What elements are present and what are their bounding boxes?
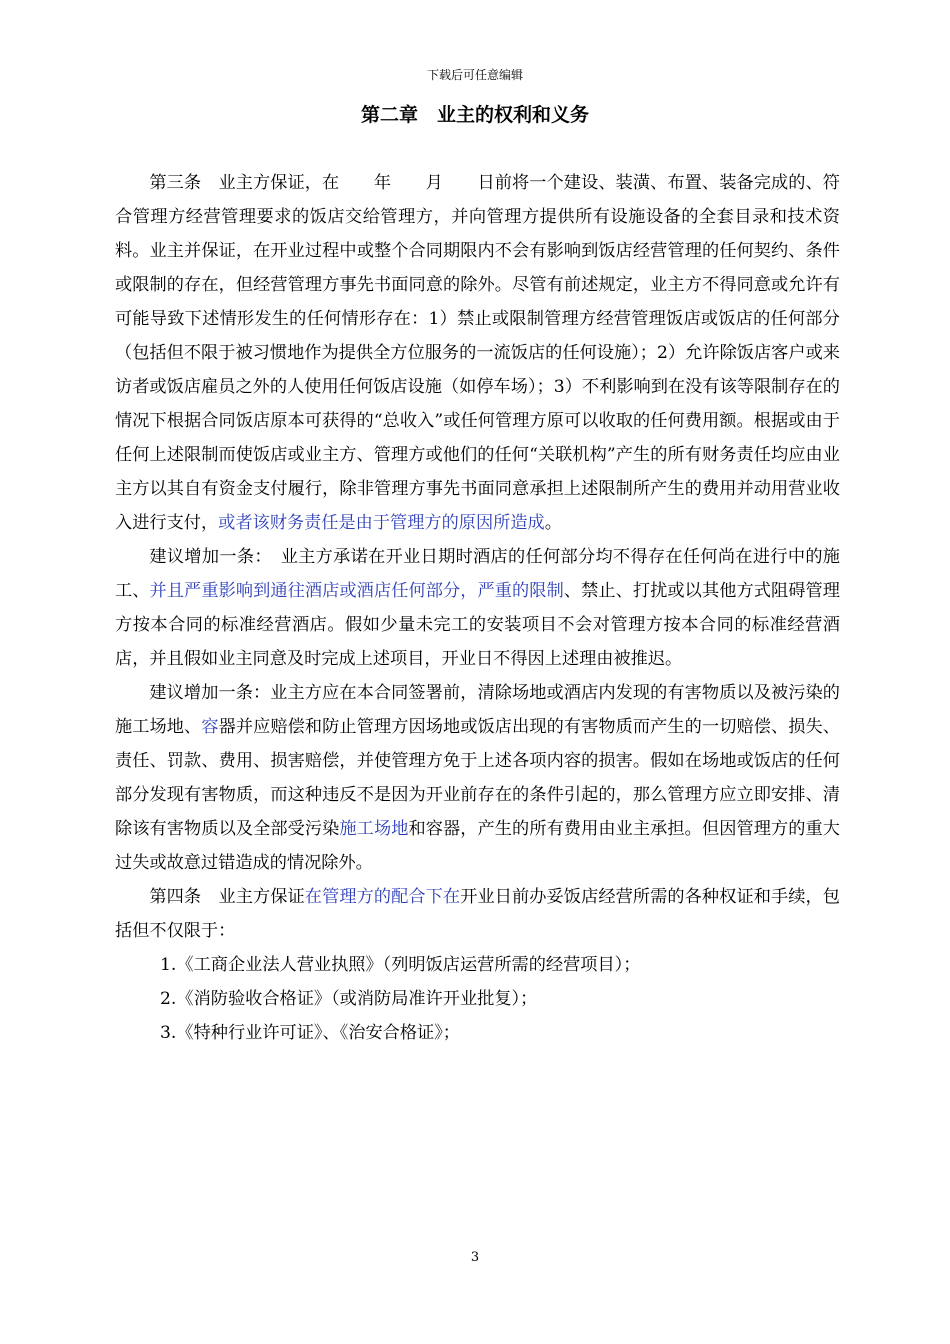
article-3-highlight: 或者该财务责任是由于管理方的原因所造成: [218, 513, 545, 533]
article-4-text: 第四条 业主方保证: [149, 887, 305, 907]
article-4-paragraph: [115, 880, 840, 948]
chapter-title: 第二章 业主的权利和义务: [360, 104, 589, 126]
suggestion-1-text: 建议增加一条： 业主方承诺在开业日期时酒店的任何部分均不得存在任何尚在进行中的施工、: [115, 547, 840, 601]
page-header: 下载后可任意编辑: [426, 68, 523, 82]
article-4-rest: 开业日前办妥饭店经营所需的各种权证和手续，包括但不仅限于：: [115, 887, 840, 941]
article-3-end: 。: [544, 513, 562, 533]
suggestion-2-paragraph: [115, 676, 840, 880]
article-3-text: 第三条 业主方保证，在 年 月 日前将一个建设、装潢、布置、装备完成的、符合管理方经营管理要求的饭店交给管理方，并向管理方提供所有设施设备的全套目录和技术资料。业主并保证，在开业过程中或整个合同期限内不会有影响到饭店经营管理的任何契约、条件或限制的存在，但经营管理方事先书面同意的除外。尽管有前述规定，业主方不得同意或允许有可能导致下述情形发生的任何情形存在：1）禁止或限制管理方经营管理饭店或饭店的任何部分（包括但不限于被习惯地作为提供全方位服务的一流饭店的任何设施）；2）允许除饭店客户或来访者或饭店雇员之外的人使用任何饭店设施（如停车场）；3）不利影响到在没有该等限制存在的情况下根据合同饭店原本可获得的“总收入”或任何管理方原可以收取的任何费用额。根据或由于任何上述限制而使饭店或业主方、管理方或他们的任何“关联机构”产生的所有财务责任均应由业主方以其自有资金支付履行，除非管理方事先书面同意承担上述限制所产生的费用并动用营业收入进行支付，: [115, 173, 840, 533]
page-number: 3: [470, 1250, 480, 1265]
list-item: 3.《特种行业许可证》、《治安合格证》；: [160, 1023, 460, 1043]
suggestion-1-rest: 、禁止、打扰或以其他方式阻碍管理方按本合同的标准经营酒店。假如少量未完工的安装项目不会对管理方按本合同的标准经营酒店，并且假如业主同意及时完成上述项目，开业日不得因上述理由被推迟。: [115, 581, 840, 669]
suggestion-2-text: 建议增加一条：业主方应在本合同签署前，清除场地或酒店内发现的有害物质以及被污染的施工场地、: [115, 683, 840, 737]
suggestion-2-highlight-1: 容: [201, 717, 219, 737]
suggestion-2-middle: 器并应赔偿和防止管理方因场地或饭店出现的有害物质而产生的一切赔偿、损失、责任、罚款、费用、损害赔偿，并使管理方免于上述各项内容的损害。假如在场地或饭店的任何部分发现有害物质，而这种违反不是因为开业前存在的条件引起的，那么管理方应立即安排、清除该有害物质以及全部受污染: [115, 717, 840, 839]
suggestion-1-paragraph: [115, 540, 840, 676]
article-3-paragraph: [115, 166, 840, 540]
suggestion-1-highlight: 并且严重影响到通往酒店或酒店任何部分，严重的限制: [149, 581, 564, 601]
suggestion-2-highlight-2: 施工场地: [339, 819, 409, 839]
suggestion-2-end: 和容器，产生的所有费用由业主承担。但因管理方的重大过失或故意过错造成的情况除外。: [115, 819, 840, 873]
document-body: [115, 166, 840, 1050]
list-item: 1.《工商企业法人营业执照》（列明饭店运营所需的经营项目）；: [160, 955, 641, 975]
article-4-highlight: 在管理方的配合下在: [304, 887, 461, 907]
list-item: 2.《消防验收合格证》（或消防局准许开业批复）；: [160, 989, 538, 1009]
